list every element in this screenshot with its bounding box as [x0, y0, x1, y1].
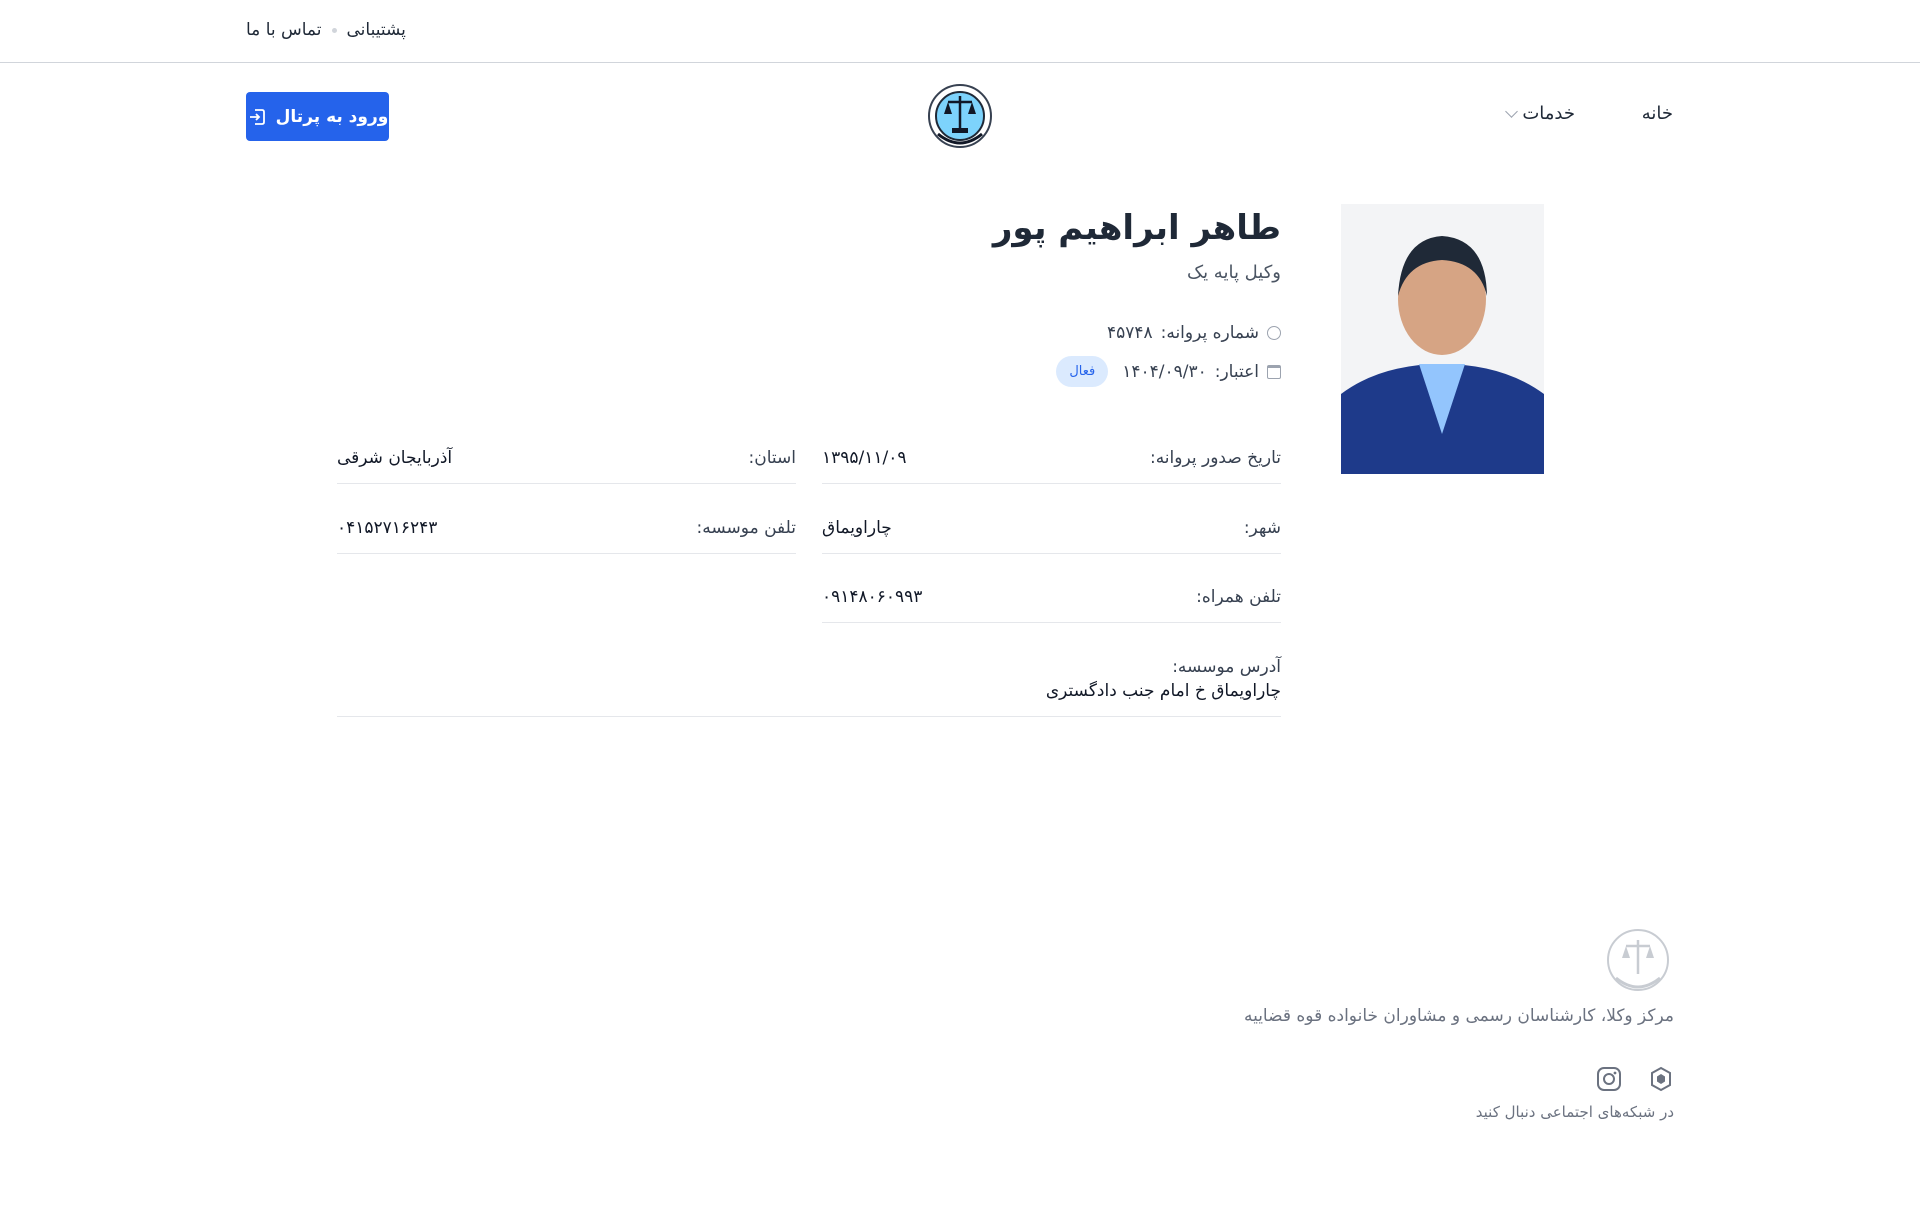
- validity-label: اعتبار:: [1214, 361, 1259, 382]
- support-link[interactable]: پشتیبانی: [346, 20, 406, 40]
- lawyer-name: طاهر ابراهیم پور: [992, 208, 1281, 248]
- mobile-field: [822, 587, 1281, 623]
- license-number: ۴۵۷۴۸: [1106, 323, 1153, 343]
- calendar-icon: [1267, 365, 1281, 379]
- province-value: آذربایجان شرقی: [337, 448, 453, 468]
- portal-login-label: ورود به پرتال: [275, 106, 389, 127]
- nav-services-label: خدمات: [1522, 103, 1575, 124]
- footer-title: مرکز وکلا، کارشناسان رسمی و مشاوران خانواده قوه قضاییه: [1243, 1006, 1674, 1026]
- validity-line: [1056, 356, 1281, 387]
- issue-date-field: [822, 448, 1281, 484]
- license-label: شماره پروانه:: [1160, 323, 1259, 343]
- chevron-down-icon: [1505, 105, 1518, 118]
- contact-link[interactable]: تماس با ما: [246, 20, 322, 40]
- lawyer-photo: [1341, 204, 1544, 474]
- portal-login-button[interactable]: [246, 92, 389, 141]
- check-circle-icon: [1267, 326, 1281, 340]
- institute-phone-label: تلفن موسسه:: [696, 518, 796, 538]
- nav-services-dropdown[interactable]: [1507, 103, 1575, 124]
- city-label: شهر:: [1243, 518, 1281, 538]
- validity-date: ۱۴۰۴/۰۹/۳۰: [1122, 361, 1207, 382]
- separator-dot: [332, 28, 337, 33]
- footer-follow-text: در شبکه‌های اجتماعی دنبال کنید: [1475, 1103, 1674, 1121]
- province-field: [337, 448, 796, 484]
- instagram-icon[interactable]: [1596, 1066, 1622, 1092]
- issue-date-value: ۱۳۹۵/۱۱/۰۹: [822, 448, 907, 468]
- issue-date-label: تاریخ صدور پروانه:: [1149, 448, 1281, 468]
- nav-home-link[interactable]: خانه: [1641, 103, 1673, 124]
- rubika-icon[interactable]: [1648, 1066, 1674, 1092]
- address-field: [337, 657, 1281, 717]
- mobile-label: تلفن همراه:: [1196, 587, 1281, 607]
- login-icon: [247, 107, 267, 127]
- footer-logo: [1604, 926, 1672, 996]
- utility-links: [246, 20, 406, 40]
- license-line: [1107, 323, 1281, 343]
- city-field: [822, 518, 1281, 554]
- institute-phone-field: [337, 518, 796, 554]
- lawyer-rank: وکیل پایه یک: [1186, 262, 1281, 283]
- mobile-value[interactable]: ۰۹۱۴۸۰۶۰۹۹۳: [822, 587, 923, 607]
- address-label: آدرس موسسه:: [1172, 657, 1281, 677]
- city-value: چاراویماق: [822, 518, 892, 538]
- judiciary-logo[interactable]: [924, 80, 996, 154]
- institute-phone-value[interactable]: ۰۴۱۵۲۷۱۶۲۴۳: [337, 518, 438, 538]
- status-badge: فعال: [1056, 356, 1108, 387]
- address-value: چاراویماق خ امام جنب دادگستری: [1045, 681, 1281, 701]
- province-label: استان:: [748, 448, 796, 468]
- top-utility-bar: [0, 0, 1920, 63]
